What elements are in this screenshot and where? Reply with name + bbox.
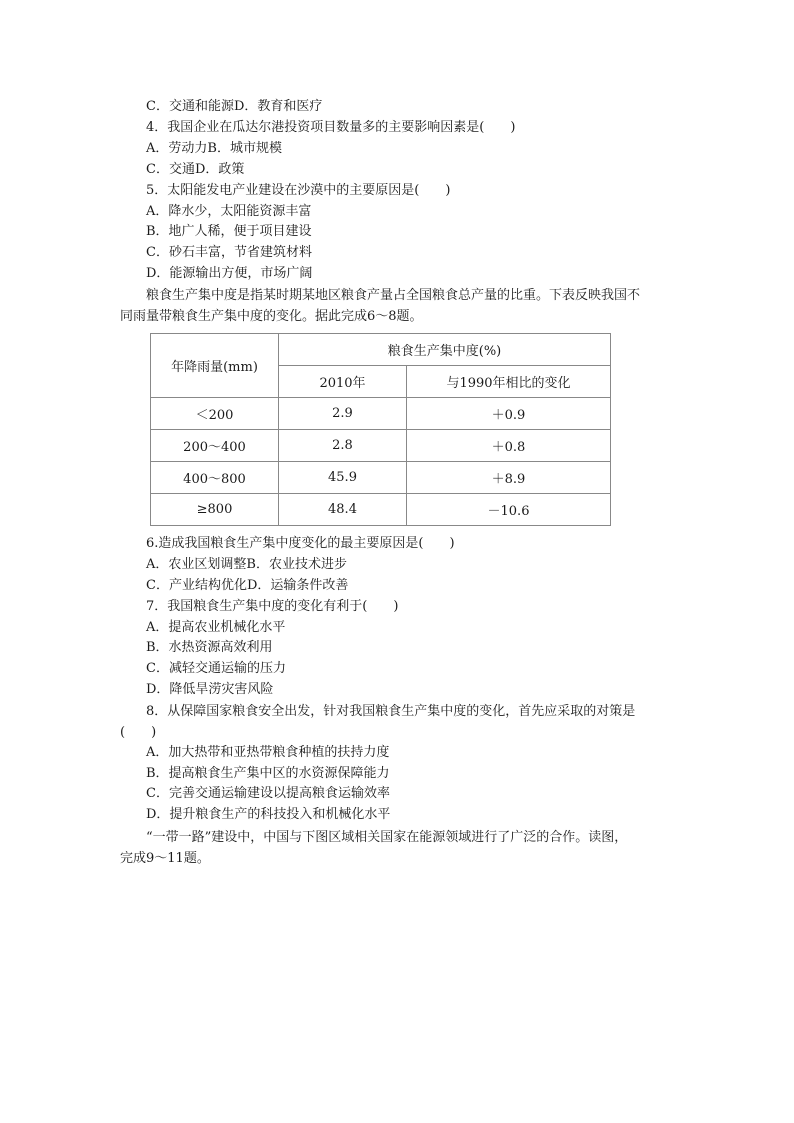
cell-rainfall: 400～800 bbox=[151, 462, 279, 494]
question-8-line-1: 8．从保障国家粮食安全出发，针对我国粮食生产集中度的变化，首先应采取的对策是 bbox=[146, 704, 636, 719]
cell-change: ＋0.8 bbox=[407, 430, 611, 462]
option-line: A．降水少，太阳能资源丰富 bbox=[146, 204, 312, 219]
header-change: 与1990年相比的变化 bbox=[407, 366, 611, 398]
option-line: B．提高粮食生产集中区的水资源保障能力 bbox=[146, 766, 390, 781]
intro-line-2: 完成9～11题。 bbox=[120, 851, 210, 866]
cell-rainfall: ＜200 bbox=[151, 398, 279, 430]
option-line: D．降低旱涝灾害风险 bbox=[146, 682, 274, 697]
option-line: A．加大热带和亚热带粮食种植的扶持力度 bbox=[146, 745, 390, 760]
option-line: A．劳动力B．城市规模 bbox=[146, 141, 282, 156]
cell-2010: 2.8 bbox=[279, 430, 407, 462]
question-8 bbox=[120, 701, 686, 743]
intro-paragraph-6-8 bbox=[120, 285, 686, 327]
question-8-line-2: ( ) bbox=[120, 725, 157, 740]
intro-line-1: “一带一路”建设中，中国与下图区域相关国家在能源领域进行了广泛的合作。读图， bbox=[146, 830, 628, 845]
option-line: B．地广人稀，便于项目建设 bbox=[146, 224, 312, 239]
table-row bbox=[151, 430, 611, 462]
cell-change: －10.6 bbox=[407, 494, 611, 526]
question-4: 4．我国企业在瓜达尔港投资项目数量多的主要影响因素是( ) bbox=[146, 120, 516, 135]
intro-paragraph-9-11 bbox=[120, 827, 686, 869]
option-line: D．提升粮食生产的科技投入和机械化水平 bbox=[146, 807, 391, 822]
option-line: B．水热资源高效利用 bbox=[146, 640, 273, 655]
option-line: A．提高农业机械化水平 bbox=[146, 620, 286, 635]
intro-line-1: 粮食生产集中度是指某时期某地区粮食产量占全国粮食总产量的比重。下表反映我国不 bbox=[146, 288, 641, 303]
option-line: C．交通和能源D．教育和医疗 bbox=[146, 99, 323, 114]
header-2010: 2010年 bbox=[279, 366, 407, 398]
cell-change: ＋0.9 bbox=[407, 398, 611, 430]
cell-change: ＋8.9 bbox=[407, 462, 611, 494]
question-7: 7．我国粮食生产集中度的变化有利于( ) bbox=[146, 599, 399, 614]
option-line: C．产业结构优化D．运输条件改善 bbox=[146, 578, 349, 593]
option-line: C．减轻交通运输的压力 bbox=[146, 661, 286, 676]
cell-2010: 2.9 bbox=[279, 398, 407, 430]
option-line: C．砂石丰富，节省建筑材料 bbox=[146, 245, 312, 260]
option-line: A．农业区划调整B．农业技术进步 bbox=[146, 557, 347, 572]
option-line: C．交通D．政策 bbox=[146, 162, 245, 177]
table-row bbox=[151, 398, 611, 430]
grain-concentration-table bbox=[150, 333, 611, 526]
cell-2010: 48.4 bbox=[279, 494, 407, 526]
question-6: 6.造成我国粮食生产集中度变化的最主要原因是( ) bbox=[146, 536, 455, 551]
question-5: 5．太阳能发电产业建设在沙漠中的主要原因是( ) bbox=[146, 183, 451, 198]
table-row bbox=[151, 494, 611, 526]
header-rainfall: 年降雨量(mm) bbox=[151, 334, 279, 398]
intro-line-2: 同雨量带粮食生产集中度的变化。据此完成6～8题。 bbox=[120, 309, 423, 324]
cell-rainfall: 200～400 bbox=[151, 430, 279, 462]
header-concentration: 粮食生产集中度(%) bbox=[279, 334, 611, 366]
cell-rainfall: ≥800 bbox=[151, 494, 279, 526]
option-line: D．能源输出方便，市场广阔 bbox=[146, 266, 313, 281]
option-line: C．完善交通运输建设以提高粮食运输效率 bbox=[146, 786, 390, 801]
table-row bbox=[151, 462, 611, 494]
cell-2010: 45.9 bbox=[279, 462, 407, 494]
